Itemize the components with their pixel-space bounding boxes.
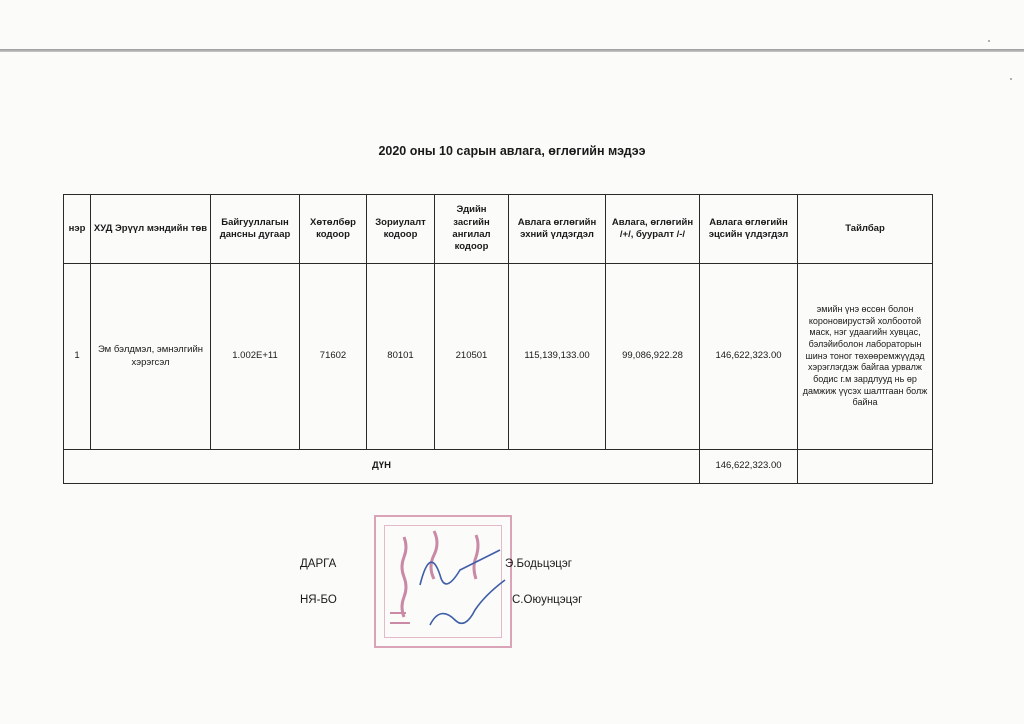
- header-cell: Эдийн засгийн ангилал кодоор: [435, 195, 509, 264]
- economic-code: 210501: [435, 264, 509, 450]
- header-cell: нэр: [64, 195, 91, 264]
- total-label: ДҮН: [64, 450, 700, 484]
- end-balance: 146,622,323.00: [700, 264, 798, 450]
- total-note-cell: [798, 450, 933, 484]
- item-name: Эм бэлдмэл, эмнэлгийн хэрэгсэл: [91, 264, 211, 450]
- total-end-balance: 146,622,323.00: [700, 450, 798, 484]
- table-row: [64, 264, 933, 450]
- header-cell: Авлага өглөгийн эцсийн үлдэгдэл: [700, 195, 798, 264]
- document-title: 2020 оны 10 сарын авлага, өглөгийн мэдээ: [378, 144, 646, 158]
- scan-speck: [1010, 78, 1012, 80]
- note-cell: эмийн үнэ өссөн болон короновирустэй холбоотой маск, нэг удаагийн хувцас, бэлэйиболон лабораторын шинэ тоног төхөөремжүүдэд хэрэглэгдэж байгаа урвалж бодис г.м зардлууд нь өр дамжиж үүсэх шалтгаан болж байна: [798, 264, 933, 450]
- header-cell: Зориулалт кодоор: [367, 195, 435, 264]
- director-role: ДАРГА: [300, 558, 337, 570]
- table-header-row: [64, 195, 933, 264]
- header-cell: Авлага, өглөгийн /+/, бууралт /-/: [606, 195, 700, 264]
- accountant-role: НЯ-БО: [300, 594, 337, 606]
- row-number: 1: [64, 264, 91, 450]
- program-code: 71602: [300, 264, 367, 450]
- header-cell: Авлага өглөгийн эхний үлдэгдэл: [509, 195, 606, 264]
- balance-change: 99,086,922.28: [606, 264, 700, 450]
- account-number: 1.002E+11: [211, 264, 300, 450]
- director-name: Э.Бодьцэцэг: [505, 558, 572, 570]
- scan-border-line: [0, 49, 1024, 52]
- report-table: [63, 194, 933, 484]
- start-balance: 115,139,133.00: [509, 264, 606, 450]
- header-cell: Байгууллагын дансны дугаар: [211, 195, 300, 264]
- accountant-name: С.Оюунцэцэг: [512, 594, 583, 606]
- total-row: [64, 450, 933, 484]
- scan-speck: [988, 40, 990, 42]
- signature-marks: [400, 525, 510, 635]
- header-cell: Хөтөлбөр кодоор: [300, 195, 367, 264]
- header-cell: ХУД Эрүүл мэндийн төв: [91, 195, 211, 264]
- purpose-code: 80101: [367, 264, 435, 450]
- header-cell: Тайлбар: [798, 195, 933, 264]
